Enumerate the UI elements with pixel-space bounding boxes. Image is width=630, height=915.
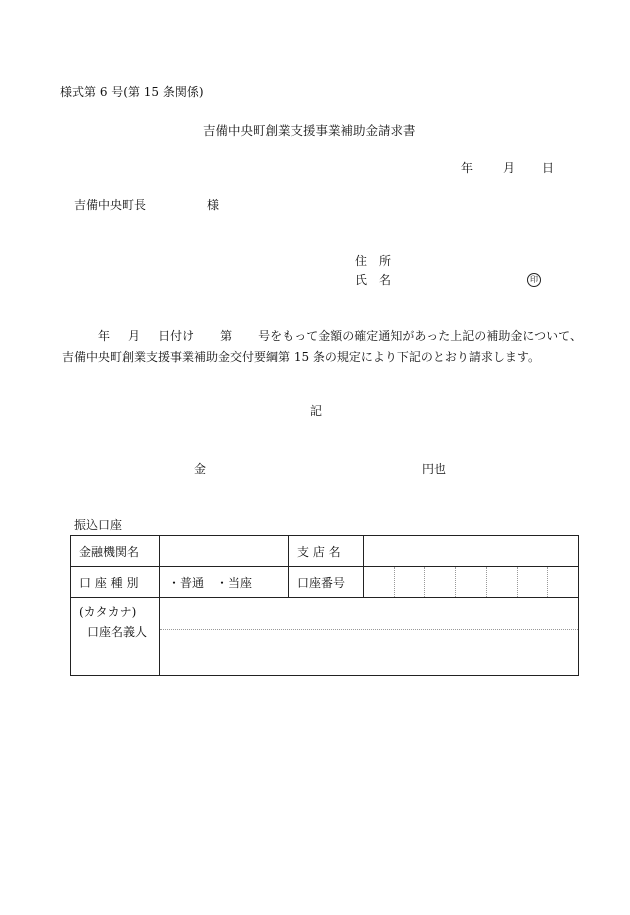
- table-row: [71, 598, 579, 676]
- holder-kana-label: (カタカナ): [79, 605, 137, 619]
- para-year: 年: [98, 329, 111, 343]
- digit-box[interactable]: [456, 567, 487, 597]
- amount-prefix: 金: [194, 462, 207, 476]
- table-row: [71, 536, 579, 567]
- account-holder-label-cell: [71, 598, 160, 676]
- branch-name-field[interactable]: [364, 536, 579, 567]
- date-year: 年: [461, 161, 474, 175]
- digit-box[interactable]: [548, 567, 578, 597]
- addressee-name: 吉備中央町長: [74, 198, 147, 212]
- account-type-options[interactable]: ・普通 ・当座: [160, 567, 289, 598]
- branch-name-label: 支 店 名: [289, 536, 364, 567]
- seal-mark-icon: 印: [527, 273, 541, 287]
- para-month: 月: [128, 329, 141, 343]
- account-section-label: 振込口座: [74, 518, 123, 532]
- account-holder-field[interactable]: [160, 598, 579, 676]
- document-title: 吉備中央町創業支援事業補助金請求書: [203, 123, 416, 138]
- addressee-honorific: 様: [207, 198, 220, 212]
- ki-heading: 記: [310, 404, 323, 418]
- digit-box[interactable]: [518, 567, 549, 597]
- kana-divider: [160, 629, 578, 630]
- para-number-prefix: 第: [220, 329, 233, 343]
- account-type-label: 口 座 種 別: [71, 567, 160, 598]
- account-number-field[interactable]: [364, 567, 579, 598]
- digit-box[interactable]: [395, 567, 426, 597]
- date-day: 日: [542, 161, 555, 175]
- date-month: 月: [503, 161, 516, 175]
- digit-box[interactable]: [487, 567, 518, 597]
- table-row: [71, 567, 579, 598]
- request-paragraph: [62, 326, 582, 368]
- account-number-digit-boxes: [364, 567, 578, 597]
- account-number-label: 口座番号: [289, 567, 364, 598]
- para-main-text: 号をもって金額の確定通知があった上記の補助金について、吉備中央町創業支援事業補助金交付要綱第 15 条の規定により下記のとおり請求します。: [62, 329, 582, 364]
- digit-box[interactable]: [425, 567, 456, 597]
- address-label: 住 所: [355, 254, 392, 268]
- holder-name-label: 口座名義人: [87, 625, 148, 639]
- amount-suffix: 円也: [422, 462, 447, 476]
- para-date-suffix: 日付け: [158, 329, 195, 343]
- account-holder-area: [160, 598, 578, 675]
- form-number: 様式第 6 号(第 15 条関係): [60, 85, 204, 99]
- digit-box[interactable]: [364, 567, 395, 597]
- bank-name-label: 金融機関名: [71, 536, 160, 567]
- bank-name-field[interactable]: [160, 536, 289, 567]
- name-label: 氏 名: [355, 273, 392, 287]
- bank-account-table: [70, 535, 579, 676]
